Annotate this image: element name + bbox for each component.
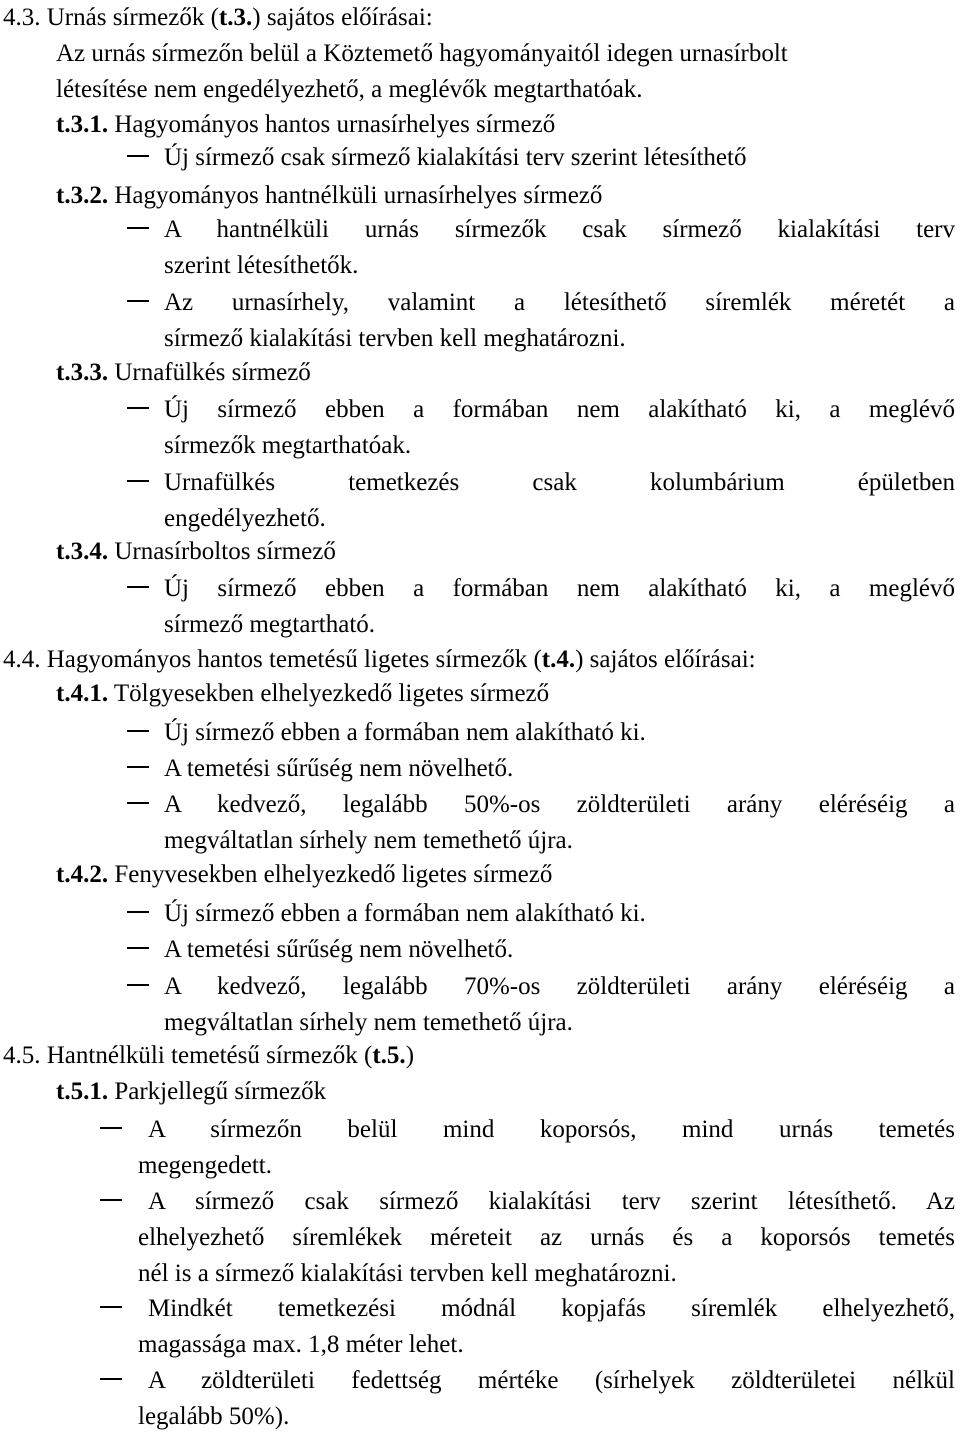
subsection-title: Fenyvesekben elhelyezkedő ligetes sírmező: [108, 861, 553, 888]
subsection-number: t.4.1.: [56, 680, 109, 707]
list-item-text: Urnafülkés temetkezés csak kolumbárium épületben engedélyezhető.: [164, 469, 955, 532]
dash-bullet-icon: [127, 300, 149, 302]
dash-bullet-icon: [127, 586, 149, 588]
subsection-number: t.3.3.: [56, 359, 109, 386]
list-item-text: A sírmező csak sírmező kialakítási terv szerint létesíthető. Az elhelyezhető síremlékek méreteit az urnás és a koporsós temetés nél is a sírmező kialakítási tervben kell meghatározni.: [138, 1188, 955, 1287]
subsection-number: t.4.2.: [56, 861, 109, 888]
subsection-number: t.3.2.: [56, 182, 109, 209]
dash-bullet-icon: [127, 155, 149, 157]
subsection-title: Urnasírboltos sírmező: [108, 538, 336, 565]
list-item-text: Mindkét temetkezési módnál kopjafás síremlék elhelyezhető, magassága max. 1,8 méter lehet.: [138, 1295, 955, 1358]
dash-bullet-icon: [127, 984, 149, 986]
list-item-text: A hantnélküli urnás sírmezők csak sírmező kialakítási terv szerint létesíthetők.: [164, 216, 955, 279]
list-item-text: A zöldterületi fedettség mértéke (sírhelyek zöldterületei nélkül legalább 50%).: [138, 1367, 955, 1430]
section-heading-4-4: [3, 645, 756, 675]
subsection-title: Tölgyesekben elhelyezkedő ligetes sírmező: [108, 680, 550, 707]
dash-bullet-icon: [127, 947, 149, 949]
section-title-post: ) sajátos előírásai:: [575, 646, 756, 673]
section-code: t.4.: [541, 646, 576, 673]
subsection-heading-t-3-4: [56, 537, 336, 567]
section-code: t.5.: [372, 1042, 406, 1069]
list-item-text: Új sírmező csak sírmező kialakítási terv szerint létesíthető: [164, 144, 747, 171]
section-number: 4.5.: [3, 1042, 41, 1069]
list-item-text: Új sírmező ebben a formában nem alakítható ki.: [164, 719, 646, 746]
dash-bullet-icon: [127, 802, 149, 804]
dash-bullet-icon: [127, 766, 149, 768]
subsection-title: Hagyományos hantnélküli urnasírhelyes sírmező: [108, 182, 603, 209]
section-code: t.3.: [218, 4, 253, 31]
dash-bullet-icon: [127, 407, 149, 409]
dash-bullet-icon: [127, 227, 149, 229]
subsection-heading-t-4-2: [56, 860, 552, 890]
section-title-pre: Hagyományos hantos temetésű ligetes sírmezők (: [40, 646, 542, 673]
list-item-text: A kedvező, legalább 70%-os zöldterületi arány eléréséig a megváltatlan sírhely nem temethető újra.: [164, 973, 955, 1036]
list-item-text: Az urnasírhely, valamint a létesíthető síremlék méretét a sírmező kialakítási tervben kell meghatározni.: [164, 289, 955, 352]
list-item-text: A temetési sűrűség nem növelhető.: [164, 936, 514, 963]
section-title-pre: Hantnélküli temetésű sírmezők (: [40, 1042, 373, 1069]
subsection-heading-t-5-1: [56, 1077, 326, 1107]
subsection-title: Urnafülkés sírmező: [108, 359, 311, 386]
subsection-heading-t-3-1: [56, 110, 555, 140]
section-title-post: ) sajátos előírásai:: [252, 4, 433, 31]
dash-bullet-icon: [127, 730, 149, 732]
list-item-text: A temetési sűrűség nem növelhető.: [164, 755, 514, 782]
section-title-post: ): [405, 1042, 415, 1069]
paragraph-line: létesítése nem engedélyezhető, a meglévők megtarthatóak.: [56, 76, 643, 103]
list-item-text: A sírmezőn belül mind koporsós, mind urnás temetés megengedett.: [138, 1116, 955, 1179]
dash-bullet-icon: [100, 1199, 122, 1201]
section-number: 4.4.: [3, 646, 41, 673]
dash-bullet-icon: [100, 1127, 122, 1129]
subsection-title: Hagyományos hantos urnasírhelyes sírmező: [108, 111, 556, 138]
subsection-number: t.3.1.: [56, 111, 109, 138]
list-item-text: Új sírmező ebben a formában nem alakítható ki, a meglévő sírmező megtartható.: [164, 575, 955, 638]
dash-bullet-icon: [127, 911, 149, 913]
list-item-text: Új sírmező ebben a formában nem alakítható ki.: [164, 900, 646, 927]
subsection-title: Parkjellegű sírmezők: [108, 1078, 327, 1105]
subsection-heading-t-3-2: [56, 181, 602, 211]
list-item-text: A kedvező, legalább 50%-os zöldterületi arány eléréséig a megváltatlan sírhely nem temethető újra.: [164, 791, 955, 854]
subsection-number: t.3.4.: [56, 538, 109, 565]
list-item-text: Új sírmező ebben a formában nem alakítható ki, a meglévő sírmezők megtarthatóak.: [164, 396, 955, 459]
subsection-number: t.5.1.: [56, 1078, 109, 1105]
dash-bullet-icon: [100, 1306, 122, 1308]
section-heading-4-5: [3, 1041, 414, 1071]
subsection-heading-t-3-3: [56, 358, 311, 388]
subsection-heading-t-4-1: [56, 679, 549, 709]
dash-bullet-icon: [127, 480, 149, 482]
section-heading-4-3: [3, 3, 433, 33]
section-number: 4.3.: [3, 4, 41, 31]
dash-bullet-icon: [100, 1378, 122, 1380]
section-title-pre: Urnás sírmezők (: [40, 4, 219, 31]
paragraph-line: Az urnás sírmezőn belül a Köztemető hagyományaitól idegen urnasírbolt: [56, 40, 788, 67]
